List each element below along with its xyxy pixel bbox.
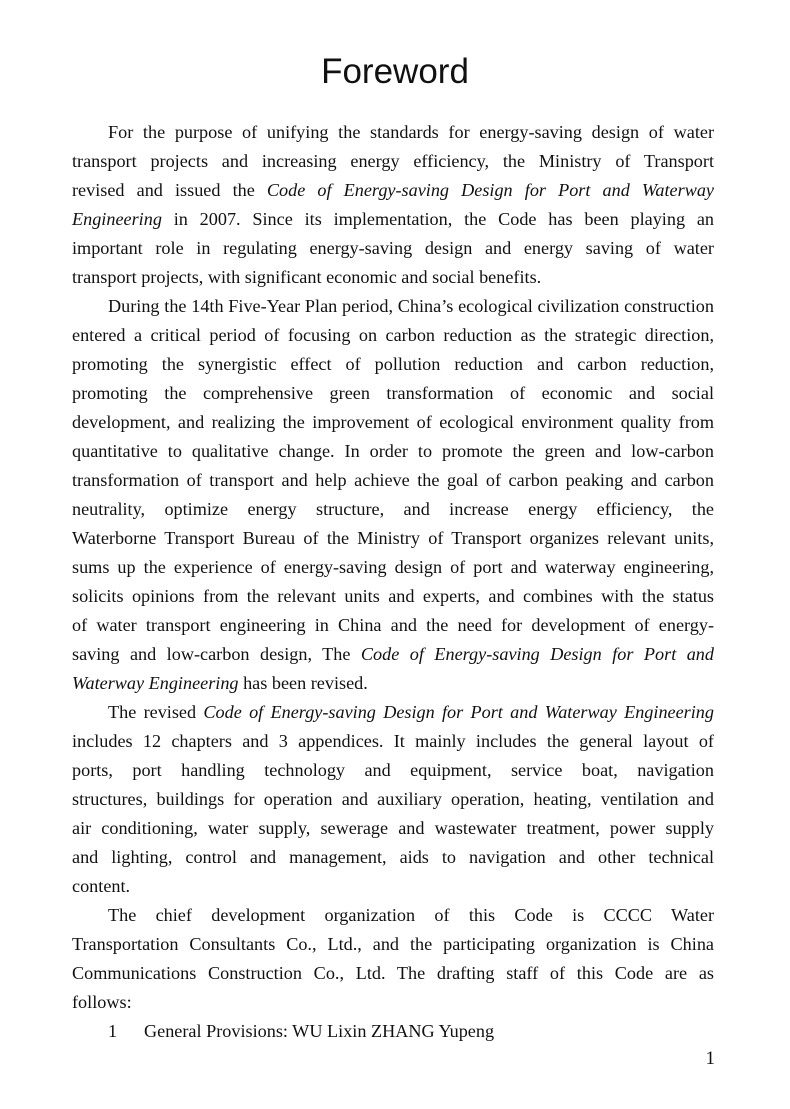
text-segment: important role in regulating energy-saving design and energy saving of water — [72, 238, 714, 258]
paragraph — [72, 901, 714, 1017]
text-line — [72, 959, 714, 988]
text-segment: The revised — [108, 702, 204, 722]
page-title: Foreword — [321, 52, 469, 91]
text-segment: transport projects, with significant economic and social benefits. — [72, 267, 542, 287]
text-line — [72, 234, 714, 263]
page-number: 1 — [705, 1048, 715, 1069]
text-line — [72, 379, 714, 408]
text-segment: development, and realizing the improvement of ecological environment quality from — [72, 412, 714, 432]
text-line — [72, 669, 714, 698]
text-line — [72, 698, 714, 727]
text-segment: solicits opinions from the relevant units and experts, and combines with the status — [72, 586, 714, 606]
text-segment: quantitative to qualitative change. In order to promote the green and low-carbon — [72, 441, 714, 461]
text-line — [72, 843, 714, 872]
text-line — [72, 988, 714, 1017]
text-line — [72, 611, 714, 640]
text-line — [72, 147, 714, 176]
text-segment: sums up the experience of energy-saving design of port and waterway engineering, — [72, 557, 714, 577]
text-line — [72, 495, 714, 524]
text-segment: For the purpose of unifying the standards for energy-saving design of water — [108, 122, 714, 142]
text-segment: in 2007. Since its implementation, the Code has been playing an — [161, 209, 714, 229]
text-segment: During the 14th Five-Year Plan period, China’s ecological civilization construction — [108, 296, 714, 316]
text-segment: air conditioning, water supply, sewerage and wastewater treatment, power supply — [72, 818, 714, 838]
text-segment: promoting the synergistic effect of pollution reduction and carbon reduction, — [72, 354, 714, 374]
paragraph — [72, 118, 714, 292]
text-line — [72, 118, 714, 147]
text-line — [72, 727, 714, 756]
paragraph — [72, 292, 714, 698]
text-line — [72, 582, 714, 611]
text-line — [72, 756, 714, 785]
text-line — [72, 814, 714, 843]
text-line — [72, 930, 714, 959]
paragraph — [72, 698, 714, 901]
list-item-number: 1 — [108, 1021, 118, 1041]
text-line — [72, 785, 714, 814]
text-segment: follows: — [72, 992, 132, 1012]
text-segment: revised and issued the — [72, 180, 267, 200]
text-line — [72, 408, 714, 437]
code-title-italic: Code of Energy-saving Design for Port and Waterway Engineering — [203, 702, 714, 722]
text-segment: Communications Construction Co., Ltd. The drafting staff of this Code are as — [72, 963, 714, 983]
text-segment: Transportation Consultants Co., Ltd., and the participating organization is China — [72, 934, 714, 954]
text-line — [72, 205, 714, 234]
text-segment: ports, port handling technology and equipment, service boat, navigation — [72, 760, 714, 780]
code-title-italic: Code of Energy-saving Design for Port and Waterway — [266, 180, 714, 200]
text-line — [72, 524, 714, 553]
text-line — [72, 263, 714, 292]
code-title-italic: Engineering — [72, 209, 162, 229]
code-title-italic: Code of Energy-saving Design for Port and — [360, 644, 714, 664]
text-line — [72, 901, 714, 930]
code-title-italic: Waterway Engineering — [72, 673, 239, 693]
text-segment: neutrality, optimize energy structure, and increase energy efficiency, the — [72, 499, 714, 519]
text-segment: saving and low-carbon design, The — [72, 644, 361, 664]
text-segment: content. — [72, 876, 131, 896]
text-line — [72, 872, 714, 901]
text-segment: Waterborne Transport Bureau of the Ministry of Transport organizes relevant units, — [72, 528, 714, 548]
text-segment: promoting the comprehensive green transformation of economic and social — [72, 383, 714, 403]
staff-list-item — [72, 1017, 714, 1046]
text-line — [72, 437, 714, 466]
text-segment: of water transport engineering in China and the need for development of energy- — [72, 615, 714, 635]
text-segment: transport projects and increasing energy efficiency, the Ministry of Transport — [72, 151, 714, 171]
foreword-body — [72, 118, 714, 1046]
text-line — [72, 553, 714, 582]
text-line — [72, 321, 714, 350]
text-segment: transformation of transport and help achieve the goal of carbon peaking and carbon — [72, 470, 714, 490]
text-segment: The chief development organization of this Code is CCCC Water — [108, 905, 714, 925]
text-segment: has been revised. — [238, 673, 368, 693]
text-segment: and lighting, control and management, aids to navigation and other technical — [72, 847, 714, 867]
text-line — [72, 292, 714, 321]
text-line — [72, 350, 714, 379]
text-line — [72, 640, 714, 669]
text-line — [72, 176, 714, 205]
text-segment: includes 12 chapters and 3 appendices. It mainly includes the general layout of — [72, 731, 714, 751]
text-segment: entered a critical period of focusing on carbon reduction as the strategic direction, — [72, 325, 714, 345]
text-line — [72, 466, 714, 495]
text-segment: structures, buildings for operation and auxiliary operation, heating, ventilation and — [72, 789, 714, 809]
list-item-text: General Provisions: WU Lixin ZHANG Yupeng — [144, 1021, 495, 1041]
